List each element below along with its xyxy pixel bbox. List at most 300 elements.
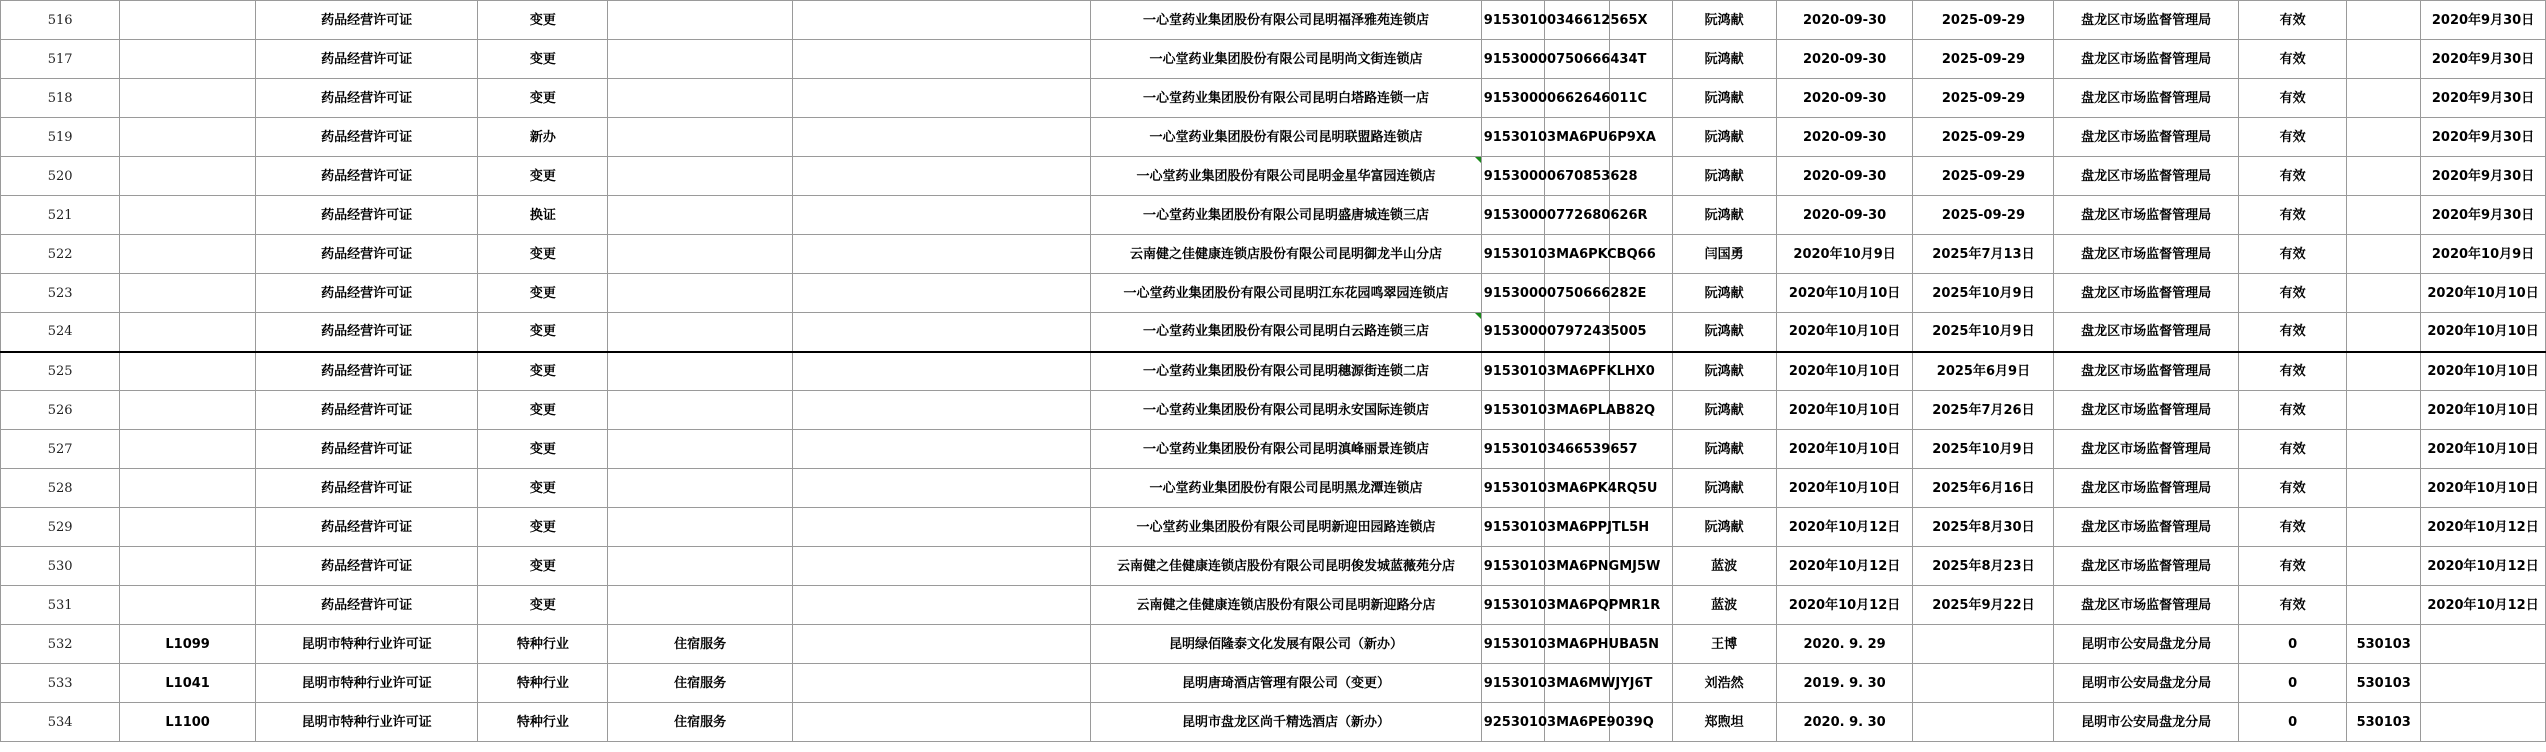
- table-row: [1, 118, 2546, 157]
- blank-cell: [792, 40, 1090, 79]
- company-name: 昆明市盘龙区尚千精选酒店（新办）: [1091, 703, 1482, 742]
- table-row: [1, 1, 2546, 40]
- issuing-office: 昆明市公安局盘龙分局: [2054, 703, 2238, 742]
- decision-date: 2020年9月30日: [2421, 157, 2546, 196]
- legal-person: 阮鸿献: [1672, 313, 1776, 352]
- issuing-office: 盘龙区市场监督管理局: [2054, 79, 2238, 118]
- status: 有效: [2238, 274, 2346, 313]
- company-name: 一心堂药业集团股份有限公司昆明白云路连锁三店: [1091, 313, 1482, 352]
- valid-to: 2025年10月9日: [1913, 430, 2054, 469]
- area-code: [2347, 508, 2421, 547]
- valid-to: 2025年8月30日: [1913, 508, 2054, 547]
- license-category: [608, 430, 792, 469]
- company-name: 昆明唐琦酒店管理有限公司（变更）: [1091, 664, 1482, 703]
- credit-code: 91530103MA6PLAB82Q: [1481, 391, 1544, 430]
- credit-code: 91530103466539657: [1481, 430, 1544, 469]
- license-code: [120, 196, 256, 235]
- area-code: [2347, 352, 2421, 391]
- license-category: [608, 235, 792, 274]
- issuing-office: 盘龙区市场监督管理局: [2054, 469, 2238, 508]
- license-category: [608, 196, 792, 235]
- license-type: 变更: [478, 586, 608, 625]
- issuing-office: 盘龙区市场监督管理局: [2054, 1, 2238, 40]
- issuing-office: 盘龙区市场监督管理局: [2054, 352, 2238, 391]
- license-name: 药品经营许可证: [255, 508, 477, 547]
- company-name: 一心堂药业集团股份有限公司昆明福泽雅苑连锁店: [1091, 1, 1482, 40]
- legal-person: 闫国勇: [1672, 235, 1776, 274]
- license-code: [120, 274, 256, 313]
- row-number: 517: [1, 40, 120, 79]
- table-row: [1, 235, 2546, 274]
- table-row: [1, 625, 2546, 664]
- blank-cell: [792, 664, 1090, 703]
- valid-from: 2020年10月9日: [1776, 235, 1913, 274]
- credit-code: 91530100346612565X: [1481, 1, 1544, 40]
- table-row: [1, 703, 2546, 742]
- valid-from: 2020-09-30: [1776, 196, 1913, 235]
- legal-person: 阮鸿献: [1672, 196, 1776, 235]
- company-name: 一心堂药业集团股份有限公司昆明滇峰丽景连锁店: [1091, 430, 1482, 469]
- issuing-office: 盘龙区市场监督管理局: [2054, 313, 2238, 352]
- table-row: [1, 586, 2546, 625]
- blank-cell: [792, 391, 1090, 430]
- valid-from: 2020-09-30: [1776, 79, 1913, 118]
- license-category: 住宿服务: [608, 703, 792, 742]
- area-code: [2347, 79, 2421, 118]
- license-category: [608, 40, 792, 79]
- blank-cell: [792, 586, 1090, 625]
- decision-date: 2020年10月12日: [2421, 547, 2546, 586]
- row-number: 527: [1, 430, 120, 469]
- company-name: 一心堂药业集团股份有限公司昆明尚文街连锁店: [1091, 40, 1482, 79]
- area-code: [2347, 313, 2421, 352]
- area-code: [2347, 586, 2421, 625]
- decision-date: 2020年10月10日: [2421, 274, 2546, 313]
- row-number: 524: [1, 313, 120, 352]
- blank-cell: [792, 703, 1090, 742]
- valid-from: 2020-09-30: [1776, 40, 1913, 79]
- credit-code: 91530103MA6PPJTL5H: [1481, 508, 1544, 547]
- credit-code: 91530103MA6PQPMR1R: [1481, 586, 1544, 625]
- blank-cell: [792, 625, 1090, 664]
- decision-date: 2020年9月30日: [2421, 79, 2546, 118]
- status: 有效: [2238, 235, 2346, 274]
- company-name: 云南健之佳健康连锁店股份有限公司昆明俊发城蓝薇苑分店: [1091, 547, 1482, 586]
- row-number: 529: [1, 508, 120, 547]
- company-name: 一心堂药业集团股份有限公司昆明盛唐城连锁三店: [1091, 196, 1482, 235]
- license-code: [120, 157, 256, 196]
- issuing-office: 盘龙区市场监督管理局: [2054, 391, 2238, 430]
- area-code: [2347, 118, 2421, 157]
- table-row: [1, 391, 2546, 430]
- credit-code: 91530000772680626R: [1481, 196, 1544, 235]
- license-type: 换证: [478, 196, 608, 235]
- license-code: [120, 313, 256, 352]
- status: 0: [2238, 703, 2346, 742]
- valid-from: 2020年10月12日: [1776, 508, 1913, 547]
- status: 有效: [2238, 391, 2346, 430]
- license-name: 昆明市特种行业许可证: [255, 625, 477, 664]
- license-name: 药品经营许可证: [255, 40, 477, 79]
- area-code: [2347, 235, 2421, 274]
- credit-code: 91530000750666434T: [1481, 40, 1544, 79]
- row-number: 528: [1, 469, 120, 508]
- blank-cell: [792, 313, 1090, 352]
- valid-to: 2025-09-29: [1913, 196, 2054, 235]
- row-number: 520: [1, 157, 120, 196]
- license-category: [608, 547, 792, 586]
- license-category: [608, 1, 792, 40]
- credit-code: 91530103MA6PNGMJ5W: [1481, 547, 1544, 586]
- company-name: 一心堂药业集团股份有限公司昆明新迎田园路连锁店: [1091, 508, 1482, 547]
- license-name: 药品经营许可证: [255, 391, 477, 430]
- row-number: 519: [1, 118, 120, 157]
- legal-person: 阮鸿献: [1672, 274, 1776, 313]
- company-name: 一心堂药业集团股份有限公司昆明江东花园鸣翠园连锁店: [1091, 274, 1482, 313]
- valid-to: [1913, 625, 2054, 664]
- area-code: [2347, 157, 2421, 196]
- license-type: 变更: [478, 157, 608, 196]
- status: 有效: [2238, 547, 2346, 586]
- license-code: [120, 235, 256, 274]
- license-category: [608, 508, 792, 547]
- company-name: 一心堂药业集团股份有限公司昆明金星华富园连锁店: [1091, 157, 1482, 196]
- valid-from: 2020年10月10日: [1776, 352, 1913, 391]
- license-name: 药品经营许可证: [255, 1, 477, 40]
- valid-from: 2019. 9. 30: [1776, 664, 1913, 703]
- valid-to: 2025年10月9日: [1913, 274, 2054, 313]
- credit-code: 91530103MA6MWJYJ6T: [1481, 664, 1544, 703]
- license-category: [608, 157, 792, 196]
- credit-code: 91530103MA6PU6P9XA: [1481, 118, 1544, 157]
- table-row: [1, 469, 2546, 508]
- row-number: 516: [1, 1, 120, 40]
- license-type: 特种行业: [478, 703, 608, 742]
- credit-code: 91530000750666282E: [1481, 274, 1544, 313]
- valid-from: 2020年10月10日: [1776, 469, 1913, 508]
- license-code: [120, 79, 256, 118]
- credit-code: 92530103MA6PE9039Q: [1481, 703, 1544, 742]
- row-number: 526: [1, 391, 120, 430]
- blank-cell: [792, 118, 1090, 157]
- valid-from: 2020年10月10日: [1776, 430, 1913, 469]
- blank-cell: [792, 1, 1090, 40]
- license-type: 变更: [478, 1, 608, 40]
- license-code: [120, 547, 256, 586]
- company-name: 昆明绿佰隆泰文化发展有限公司（新办）: [1091, 625, 1482, 664]
- legal-person: 蓝波: [1672, 547, 1776, 586]
- license-type: 变更: [478, 352, 608, 391]
- license-code: [120, 40, 256, 79]
- status: 有效: [2238, 118, 2346, 157]
- issuing-office: 盘龙区市场监督管理局: [2054, 40, 2238, 79]
- company-name: 一心堂药业集团股份有限公司昆明白塔路连锁一店: [1091, 79, 1482, 118]
- valid-from: 2020年10月10日: [1776, 391, 1913, 430]
- license-type: 特种行业: [478, 625, 608, 664]
- row-number: 534: [1, 703, 120, 742]
- valid-to: 2025-09-29: [1913, 1, 2054, 40]
- table-row: [1, 40, 2546, 79]
- license-type: 变更: [478, 430, 608, 469]
- decision-date: 2020年10月9日: [2421, 235, 2546, 274]
- valid-to: 2025-09-29: [1913, 79, 2054, 118]
- license-type: 变更: [478, 274, 608, 313]
- issuing-office: 盘龙区市场监督管理局: [2054, 157, 2238, 196]
- legal-person: 阮鸿献: [1672, 40, 1776, 79]
- issuing-office: 盘龙区市场监督管理局: [2054, 586, 2238, 625]
- credit-code: 91530000662646011C: [1481, 79, 1544, 118]
- valid-to: 2025年9月22日: [1913, 586, 2054, 625]
- license-category: [608, 469, 792, 508]
- license-name: 昆明市特种行业许可证: [255, 664, 477, 703]
- license-category: 住宿服务: [608, 664, 792, 703]
- status: 有效: [2238, 79, 2346, 118]
- license-code: L1099: [120, 625, 256, 664]
- issuing-office: 昆明市公安局盘龙分局: [2054, 664, 2238, 703]
- credit-code: 91530103MA6PFKLHX0: [1481, 352, 1544, 391]
- issuing-office: 盘龙区市场监督管理局: [2054, 196, 2238, 235]
- license-type: 变更: [478, 235, 608, 274]
- license-name: 药品经营许可证: [255, 586, 477, 625]
- valid-to: 2025年6月16日: [1913, 469, 2054, 508]
- decision-date: 2020年9月30日: [2421, 40, 2546, 79]
- row-number: 522: [1, 235, 120, 274]
- area-code: 530103: [2347, 703, 2421, 742]
- table-row: [1, 313, 2546, 352]
- blank-cell: [792, 79, 1090, 118]
- valid-from: 2020-09-30: [1776, 118, 1913, 157]
- license-name: 药品经营许可证: [255, 79, 477, 118]
- status: 有效: [2238, 40, 2346, 79]
- valid-to: 2025年7月26日: [1913, 391, 2054, 430]
- company-name: 云南健之佳健康连锁店股份有限公司昆明御龙半山分店: [1091, 235, 1482, 274]
- license-code: [120, 391, 256, 430]
- area-code: 530103: [2347, 664, 2421, 703]
- valid-to: 2025年7月13日: [1913, 235, 2054, 274]
- license-name: 药品经营许可证: [255, 352, 477, 391]
- legal-person: 阮鸿献: [1672, 118, 1776, 157]
- legal-person: 刘浩然: [1672, 664, 1776, 703]
- row-number: 531: [1, 586, 120, 625]
- license-type: 变更: [478, 547, 608, 586]
- legal-person: 阮鸿献: [1672, 352, 1776, 391]
- area-code: [2347, 196, 2421, 235]
- license-type: 变更: [478, 79, 608, 118]
- credit-code: 91530000670853628: [1481, 157, 1544, 196]
- status: 有效: [2238, 469, 2346, 508]
- valid-from: 2020年10月10日: [1776, 313, 1913, 352]
- table-row: [1, 196, 2546, 235]
- issuing-office: 昆明市公安局盘龙分局: [2054, 625, 2238, 664]
- table-row: [1, 352, 2546, 391]
- area-code: [2347, 430, 2421, 469]
- company-name: 一心堂药业集团股份有限公司昆明永安国际连锁店: [1091, 391, 1482, 430]
- issuing-office: 盘龙区市场监督管理局: [2054, 118, 2238, 157]
- license-type: 变更: [478, 313, 608, 352]
- row-number: 533: [1, 664, 120, 703]
- table-row: [1, 664, 2546, 703]
- area-code: [2347, 274, 2421, 313]
- credit-code: 91530000797243500​5: [1481, 313, 1544, 352]
- decision-date: [2421, 703, 2546, 742]
- valid-from: 2020-09-30: [1776, 157, 1913, 196]
- valid-to: 2025年10月9日: [1913, 313, 2054, 352]
- license-name: 药品经营许可证: [255, 313, 477, 352]
- decision-date: 2020年9月30日: [2421, 118, 2546, 157]
- decision-date: 2020年10月12日: [2421, 508, 2546, 547]
- table-row: [1, 430, 2546, 469]
- license-category: [608, 274, 792, 313]
- blank-cell: [792, 235, 1090, 274]
- area-code: [2347, 547, 2421, 586]
- legal-person: 阮鸿献: [1672, 430, 1776, 469]
- valid-to: 2025年8月23日: [1913, 547, 2054, 586]
- license-type: 新办: [478, 118, 608, 157]
- issuing-office: 盘龙区市场监督管理局: [2054, 547, 2238, 586]
- blank-cell: [792, 547, 1090, 586]
- blank-cell: [792, 430, 1090, 469]
- issuing-office: 盘龙区市场监督管理局: [2054, 274, 2238, 313]
- status: 0: [2238, 625, 2346, 664]
- license-name: 昆明市特种行业许可证: [255, 703, 477, 742]
- license-code: [120, 352, 256, 391]
- row-number: 525: [1, 352, 120, 391]
- valid-from: 2020. 9. 29: [1776, 625, 1913, 664]
- license-type: 变更: [478, 391, 608, 430]
- license-code: [120, 469, 256, 508]
- table-row: [1, 547, 2546, 586]
- legal-person: 阮鸿献: [1672, 157, 1776, 196]
- blank-cell: [792, 196, 1090, 235]
- row-number: 521: [1, 196, 120, 235]
- table-row: [1, 79, 2546, 118]
- license-name: 药品经营许可证: [255, 157, 477, 196]
- license-name: 药品经营许可证: [255, 196, 477, 235]
- legal-person: 阮鸿献: [1672, 508, 1776, 547]
- status: 0: [2238, 664, 2346, 703]
- decision-date: [2421, 625, 2546, 664]
- table-row: [1, 274, 2546, 313]
- license-category: [608, 313, 792, 352]
- legal-person: 阮鸿献: [1672, 469, 1776, 508]
- license-code: [120, 430, 256, 469]
- area-code: [2347, 1, 2421, 40]
- legal-person: 阮鸿献: [1672, 391, 1776, 430]
- valid-from: 2020年10月10日: [1776, 274, 1913, 313]
- area-code: 530103: [2347, 625, 2421, 664]
- issuing-office: 盘龙区市场监督管理局: [2054, 235, 2238, 274]
- license-name: 药品经营许可证: [255, 430, 477, 469]
- valid-from: 2020-09-30: [1776, 1, 1913, 40]
- company-name: 云南健之佳健康连锁店股份有限公司昆明新迎路分店: [1091, 586, 1482, 625]
- legal-person: 蓝波: [1672, 586, 1776, 625]
- license-code: L1041: [120, 664, 256, 703]
- license-name: 药品经营许可证: [255, 469, 477, 508]
- license-code: [120, 508, 256, 547]
- blank-cell: [792, 508, 1090, 547]
- license-name: 药品经营许可证: [255, 235, 477, 274]
- valid-to: 2025-09-29: [1913, 157, 2054, 196]
- blank-cell: [792, 469, 1090, 508]
- legal-person: 阮鸿献: [1672, 79, 1776, 118]
- issuing-office: 盘龙区市场监督管理局: [2054, 508, 2238, 547]
- status: 有效: [2238, 508, 2346, 547]
- valid-to: [1913, 703, 2054, 742]
- area-code: [2347, 469, 2421, 508]
- decision-date: 2020年9月30日: [2421, 1, 2546, 40]
- valid-from: 2020. 9. 30: [1776, 703, 1913, 742]
- license-code: [120, 1, 256, 40]
- decision-date: 2020年10月10日: [2421, 313, 2546, 352]
- license-code: [120, 118, 256, 157]
- decision-date: 2020年10月10日: [2421, 352, 2546, 391]
- license-type: 变更: [478, 508, 608, 547]
- status: 有效: [2238, 1, 2346, 40]
- decision-date: 2020年9月30日: [2421, 196, 2546, 235]
- status: 有效: [2238, 430, 2346, 469]
- status: 有效: [2238, 313, 2346, 352]
- issuing-office: 盘龙区市场监督管理局: [2054, 430, 2238, 469]
- decision-date: 2020年10月10日: [2421, 469, 2546, 508]
- valid-to: 2025-09-29: [1913, 118, 2054, 157]
- license-type: 变更: [478, 40, 608, 79]
- row-number: 518: [1, 79, 120, 118]
- credit-code: 91530103MA6PHUBA5N: [1481, 625, 1544, 664]
- decision-date: 2020年10月10日: [2421, 391, 2546, 430]
- row-number: 530: [1, 547, 120, 586]
- valid-from: 2020年10月12日: [1776, 547, 1913, 586]
- table-row: [1, 508, 2546, 547]
- decision-date: 2020年10月10日: [2421, 430, 2546, 469]
- table-row: [1, 157, 2546, 196]
- license-type: 特种行业: [478, 664, 608, 703]
- legal-person: 王博: [1672, 625, 1776, 664]
- credit-code: 91530103MA6PKCBQ66: [1481, 235, 1544, 274]
- row-number: 532: [1, 625, 120, 664]
- license-category: [608, 118, 792, 157]
- license-name: 药品经营许可证: [255, 274, 477, 313]
- legal-person: 郑煦坦: [1672, 703, 1776, 742]
- valid-to: 2025年6月9日: [1913, 352, 2054, 391]
- valid-from: 2020年10月12日: [1776, 586, 1913, 625]
- valid-to: [1913, 664, 2054, 703]
- blank-cell: [792, 352, 1090, 391]
- company-name: 一心堂药业集团股份有限公司昆明穗源街连锁二店: [1091, 352, 1482, 391]
- license-type: 变更: [478, 469, 608, 508]
- license-code: L1100: [120, 703, 256, 742]
- status: 有效: [2238, 352, 2346, 391]
- company-name: 一心堂药业集团股份有限公司昆明联盟路连锁店: [1091, 118, 1482, 157]
- decision-date: 2020年10月12日: [2421, 586, 2546, 625]
- license-category: [608, 586, 792, 625]
- area-code: [2347, 40, 2421, 79]
- company-name: 一心堂药业集团股份有限公司昆明黑龙潭连锁店: [1091, 469, 1482, 508]
- license-code: [120, 586, 256, 625]
- area-code: [2347, 391, 2421, 430]
- row-number: 523: [1, 274, 120, 313]
- license-category: 住宿服务: [608, 625, 792, 664]
- license-category: [608, 352, 792, 391]
- valid-to: 2025-09-29: [1913, 40, 2054, 79]
- license-name: 药品经营许可证: [255, 547, 477, 586]
- decision-date: [2421, 664, 2546, 703]
- status: 有效: [2238, 196, 2346, 235]
- blank-cell: [792, 157, 1090, 196]
- legal-person: 阮鸿献: [1672, 1, 1776, 40]
- status: 有效: [2238, 157, 2346, 196]
- credit-code: 91530103MA6PK4RQ5U: [1481, 469, 1544, 508]
- license-category: [608, 391, 792, 430]
